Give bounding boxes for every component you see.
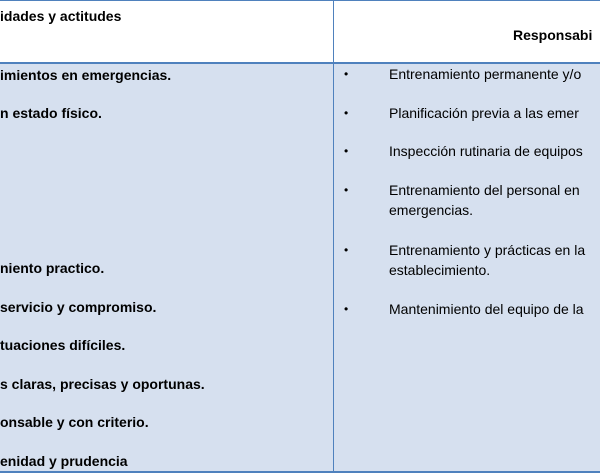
right-item-text: Entrenamiento del personal en (389, 182, 580, 198)
right-item-3 (344, 142, 600, 162)
left-item-5: tuaciones difíciles. (0, 337, 126, 353)
right-item-2 (344, 104, 600, 124)
right-item-text: Planificación previa a las emer (389, 105, 579, 121)
column-divider (333, 0, 334, 473)
bullet-icon: • (344, 183, 349, 197)
bullet-icon: • (344, 67, 349, 81)
right-item-text: Entrenamiento y prácticas en la (389, 242, 586, 258)
bullet-icon: • (344, 144, 349, 158)
right-item-text: Mantenimiento del equipo de la (389, 301, 584, 317)
right-item-text: Inspección rutinaria de equipos (389, 143, 583, 159)
bullet-icon: • (344, 243, 349, 257)
right-item-text-cont: emergencias. (389, 202, 474, 218)
left-item-1: imientos en emergencias. (0, 67, 172, 83)
table-bottom-border (0, 471, 600, 473)
left-item-7: onsable y con criterio. (0, 414, 149, 430)
right-item-text-cont: establecimiento. (389, 262, 491, 278)
right-item-5 (344, 241, 600, 281)
left-item-4: servicio y compromiso. (0, 299, 157, 315)
right-item-1 (344, 65, 600, 85)
bullet-icon: • (344, 106, 349, 120)
bullet-icon: • (344, 302, 349, 316)
right-item-6 (344, 300, 600, 320)
header-right-label: Responsabi (513, 27, 593, 43)
left-item-2: n estado físico. (0, 105, 102, 121)
left-item-3: niento practico. (0, 260, 105, 276)
header-left-label: idades y actitudes (0, 8, 122, 24)
header-bottom-border (0, 62, 600, 64)
table-top-border (0, 0, 600, 1)
right-item-4 (344, 181, 600, 221)
left-item-8: enidad y prudencia (0, 453, 128, 469)
right-item-text: Entrenamiento permanente y/o (389, 66, 582, 82)
left-item-6: s claras, precisas y oportunas. (0, 376, 205, 392)
